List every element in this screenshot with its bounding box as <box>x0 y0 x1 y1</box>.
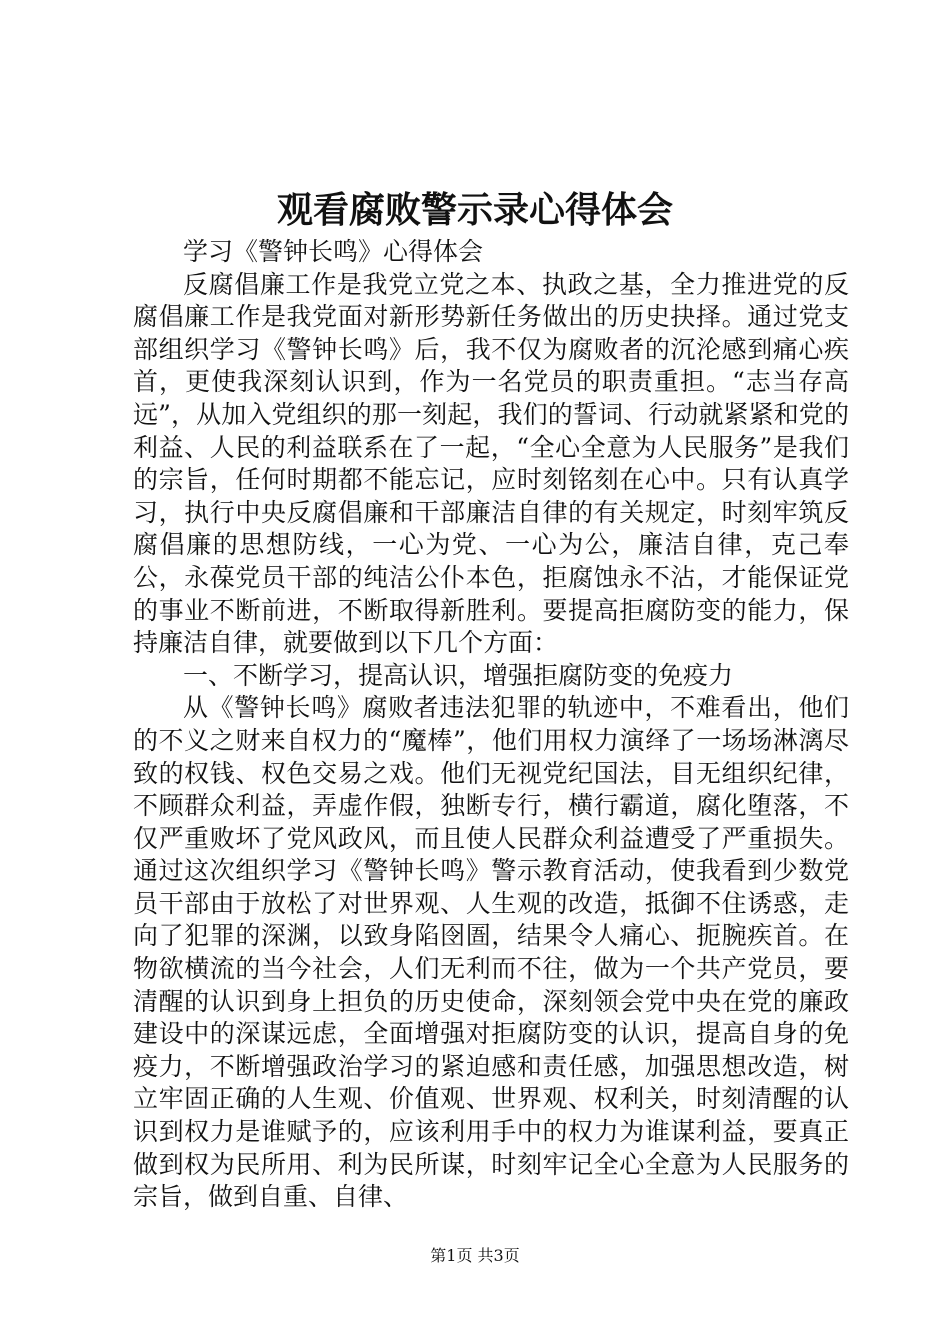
section-heading: 一、不断学习，提高认识，增强拒腐防变的免疫力 <box>183 660 734 690</box>
subtitle-paragraph: 学习《警钟长鸣》心得体会 <box>183 237 484 266</box>
document-body <box>133 236 849 1214</box>
body-paragraph: 从《警钟长鸣》腐败者违法犯罪的轨迹中，不难看出，他们的不义之财来自权力的“魔棒”，他们用权力演绎了一场场淋漓尽致的权钱、权色交易之戏。他们无视党纪国法，目无组织纪律，不顾群众利益，弄虚作假，独断专行，横行霸道，腐化堕落，不仅严重败坏了党风政风，而且使人民群众利益遭受了严重损失。通过这次组织学习《警钟长鸣》警示教育活动，使我看到少数党员干部由于放松了对世界观、人生观的改造，抵御不住诱惑，走向了犯罪的深渊，以致身陷囹圄，结果令人痛心、扼腕疾首。在物欲横流的当今社会，人们无利而不往，做为一个共产党员，要清醒的认识到身上担负的历史使命，深刻领会党中央在党的廉政建设中的深谋远虑，全面增强对拒腐防变的认识，提高自身的免疫力，不断增强政治学习的紧迫感和责任感，加强思想改造，树立牢固正确的人生观、价值观、世界观、权利关，时刻清醒的认识到权力是谁赋予的，应该利用手中的权力为谁谋利益，要真正做到权为民所用、利为民所谋，时刻牢记全心全意为人民服务的宗旨，做到自重、自律、 <box>133 693 849 1212</box>
page-number-footer: 第1页 共3页 <box>430 1246 520 1265</box>
document-title: 观看腐败警示录心得体会 <box>276 189 673 231</box>
body-paragraph: 反腐倡廉工作是我党立党之本、执政之基，全力推进党的反腐倡廉工作是我党面对新形势新任务做出的历史抉择。通过党支部组织学习《警钟长鸣》后，我不仅为腐败者的沉沦感到痛心疾首，更使我深刻认识到，作为一名党员的职责重担。“志当存高远”，从加入党组织的那一刻起，我们的誓词、行动就紧紧和党的利益、人民的利益联系在了一起，“全心全意为人民服务”是我们的宗旨，任何时期都不能忘记，应时刻铭刻在心中。只有认真学习，执行中央反腐倡廉和干部廉洁自律的有关规定，时刻牢筑反腐倡廉的思想防线，一心为党、一心为公，廉洁自律，克己奉公，永葆党员干部的纯洁公仆本色，拒腐蚀永不沾，才能保证党的事业不断前进，不断取得新胜利。要提高拒腐防变的能力，保持廉洁自律，就要做到以下几个方面： <box>133 269 849 658</box>
